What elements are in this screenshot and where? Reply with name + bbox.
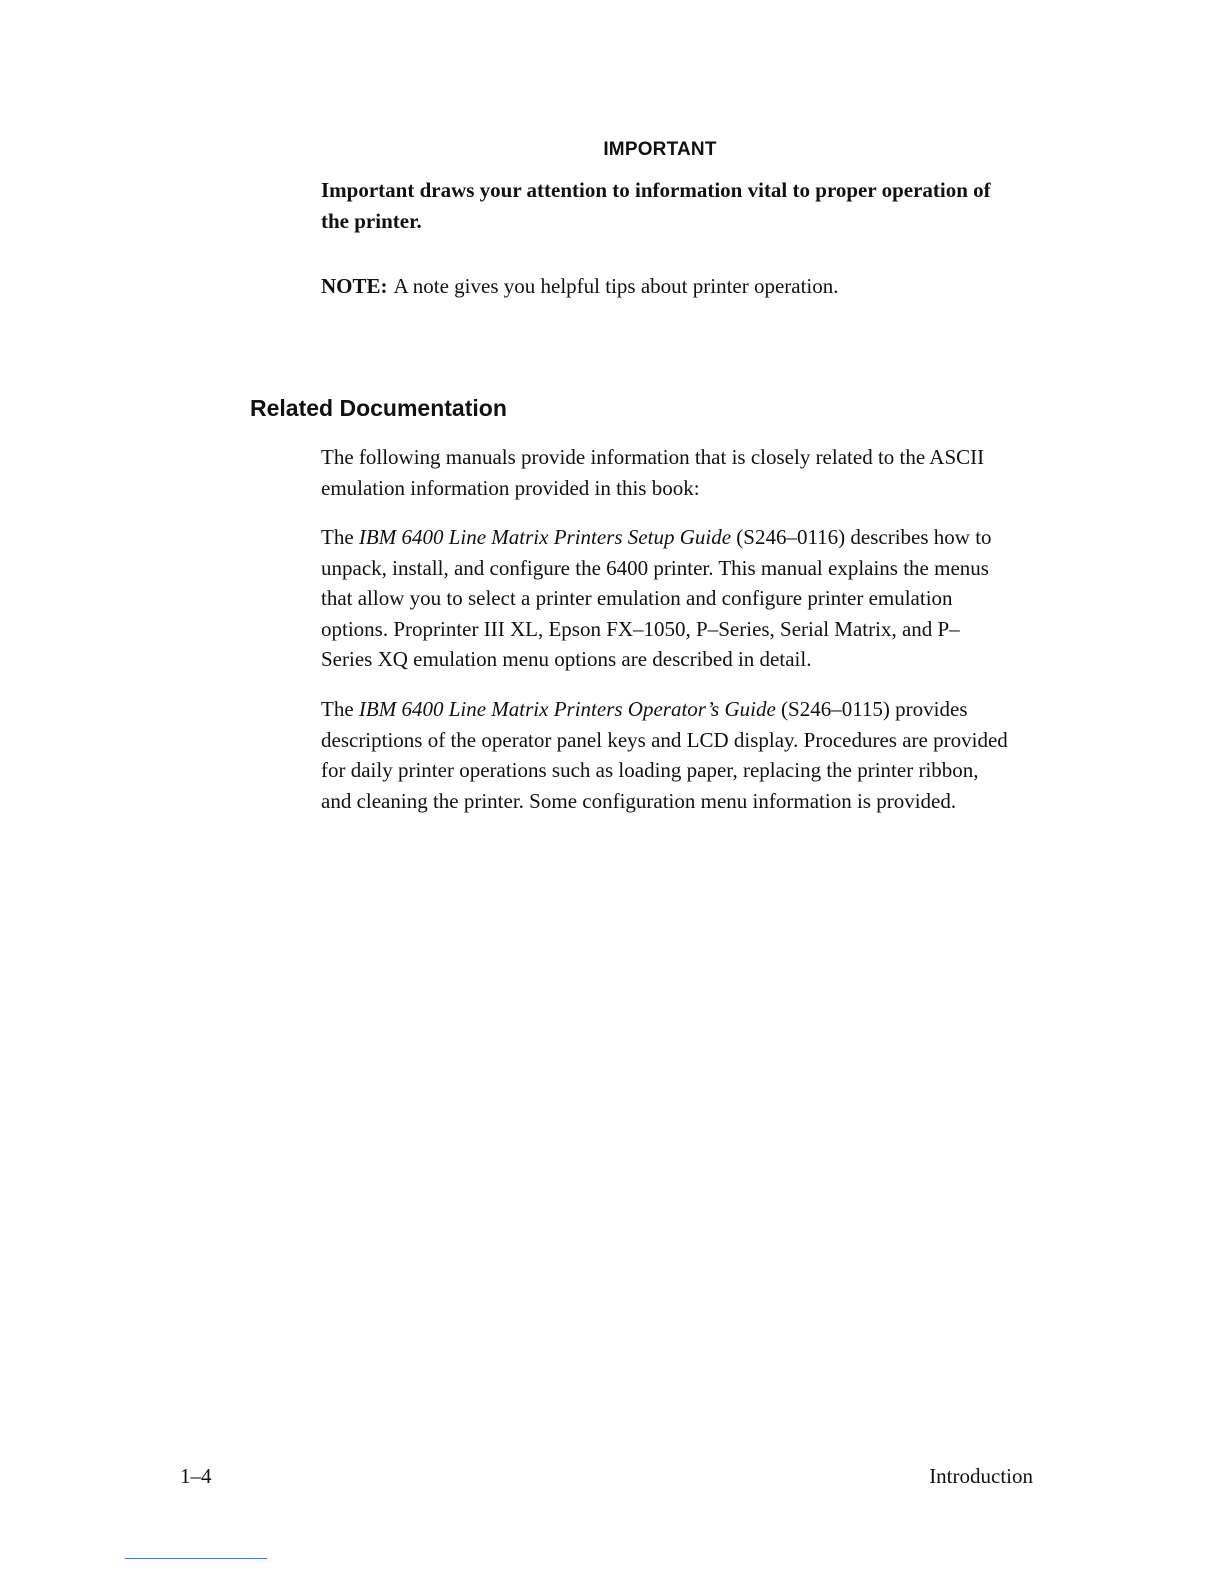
important-text: Important draws your attention to information vital to proper operation of the printer. bbox=[321, 178, 991, 233]
note-label: NOTE: bbox=[321, 274, 388, 298]
setup-guide-body: (S246–0116) describes how to unpack, install, and configure the 6400 printer. This manual explains the menus that allow you to select a printer emulation and configure printer emulation options. Proprinter III XL, Epson FX–1050, P–Series, Serial Matrix, and P–Series XQ emulation menu options are described in detail. bbox=[321, 525, 992, 671]
note-text: A note gives you helpful tips about printer operation. bbox=[393, 274, 839, 298]
operators-guide-title: IBM 6400 Line Matrix Printers Operator’s Guide bbox=[358, 697, 776, 721]
operators-guide-body: (S246–0115) provides descriptions of the operator panel keys and LCD display. Procedures are provided for daily printer operations such as loading paper, replacing the printer ribbon, and cleaning the printer. Some configuration menu information is provided. bbox=[321, 697, 1008, 813]
section-title: Related Documentation bbox=[250, 395, 507, 421]
chapter-name: Introduction bbox=[929, 1464, 1033, 1488]
operators-guide-prefix: The bbox=[321, 697, 359, 721]
note-paragraph bbox=[321, 271, 1011, 302]
intro-paragraph: The following manuals provide information that is closely related to the ASCII emulation information provided in this book: bbox=[321, 445, 985, 500]
footnote-rule bbox=[125, 1558, 267, 1559]
setup-guide-paragraph bbox=[321, 522, 1011, 675]
page-number: 1–4 bbox=[180, 1464, 212, 1488]
setup-guide-prefix: The bbox=[321, 525, 359, 549]
operators-guide-paragraph bbox=[321, 694, 1011, 816]
important-heading: IMPORTANT bbox=[603, 139, 717, 160]
setup-guide-title: IBM 6400 Line Matrix Printers Setup Guide bbox=[358, 525, 732, 549]
